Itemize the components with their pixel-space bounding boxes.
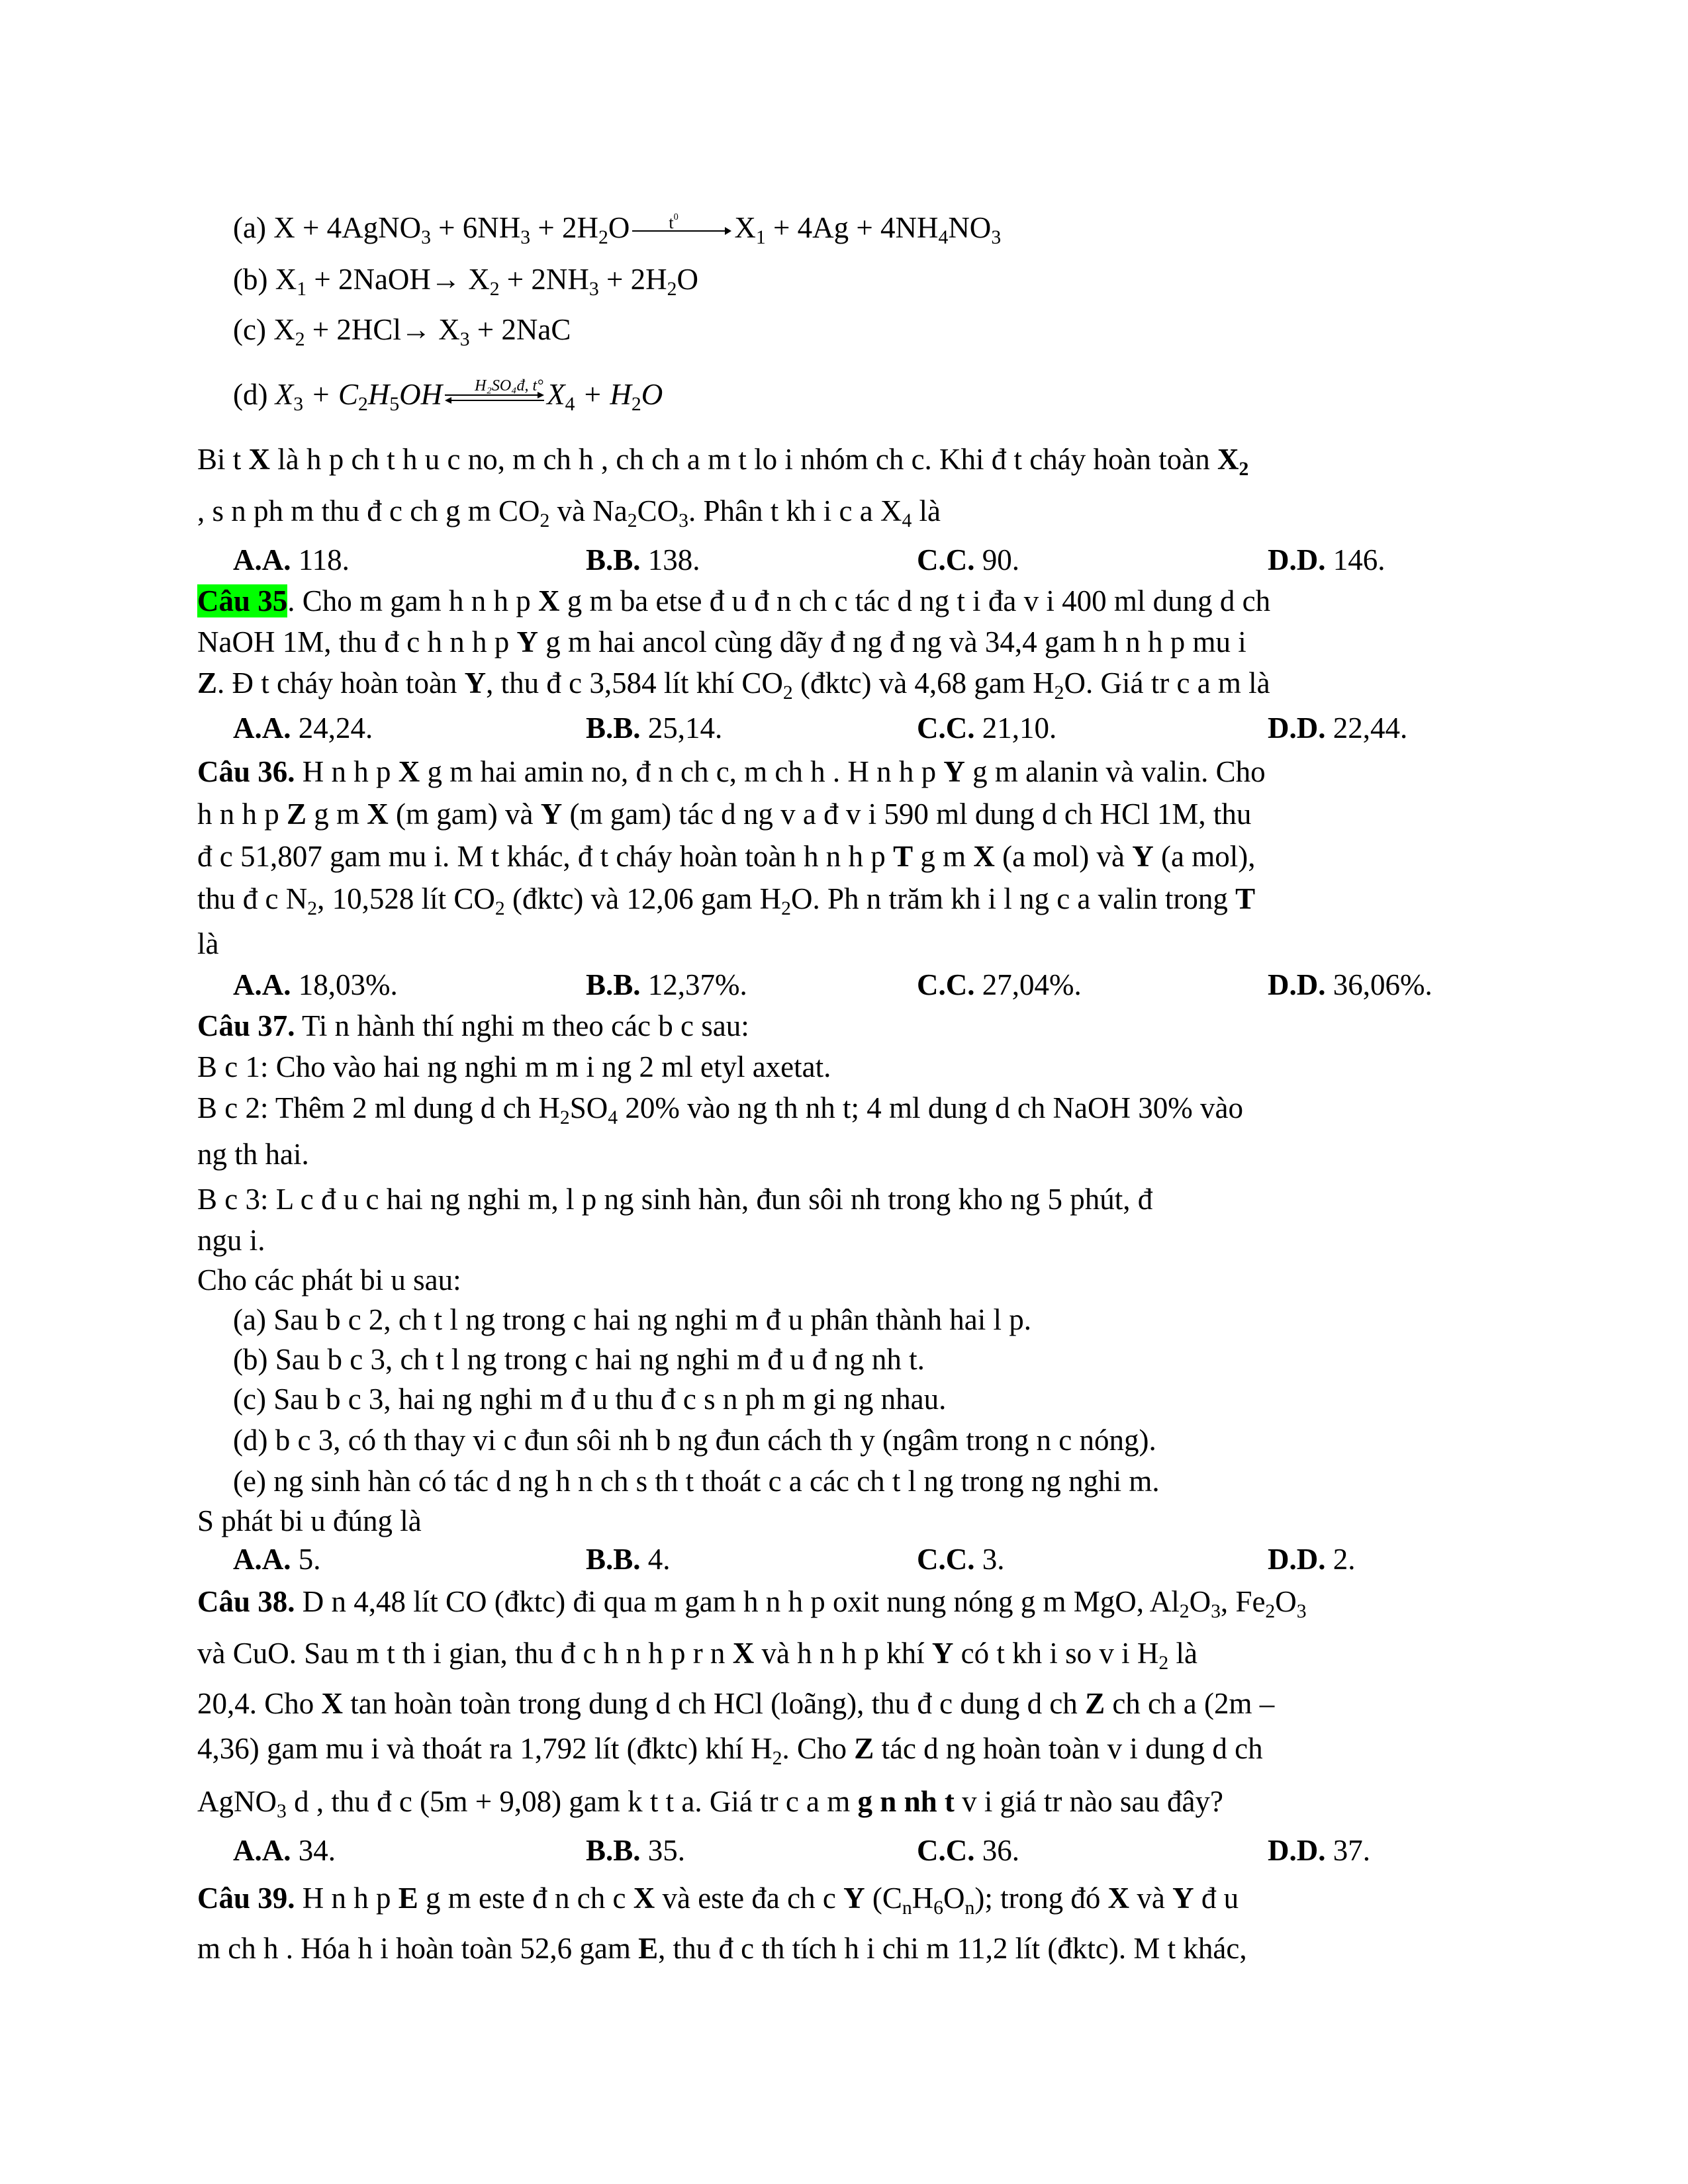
- question-label: Câu 37.: [197, 1009, 295, 1042]
- q37-statements-intro: Cho các phát bi u sau:: [197, 1263, 461, 1297]
- q39-line-1: Câu 39. H n h p E g m este đ n ch c X và este đa ch c Y $(C_nH_6O_n)$; trong đó X và Y đ u: [197, 1882, 1239, 1919]
- q36-line-1: Câu 36. H n h p X g m hai amin no, đ n ch c, m ch h . H n h p Y g m alanin và valin. Cho: [197, 755, 1266, 788]
- q37-step-2: B c 2: Thêm 2 ml dung d ch $H_2SO_4$ 20% vào ng th nh t; 4 ml dung d ch NaOH 30% vào: [197, 1091, 1243, 1128]
- q38-line-2: và CuO. Sau m t th i gian, thu đ c h n h p r n X và h n h p khí Y có t kh i so v i $H_2$ là: [197, 1637, 1197, 1674]
- q39-line-2: m ch h . Hóa h i hoàn toàn 52,6 gam E, thu đ c th tích h i chi m 11,2 lít (đktc). M t khác,: [197, 1932, 1247, 1965]
- q37-statement-e: (e) ng sinh hàn có tác d ng h n ch s th t thoát c a các ch t l ng trong ng nghi m.: [233, 1465, 1160, 1498]
- question-label: Câu 36.: [197, 755, 295, 788]
- q38-line-3: 20,4. Cho X tan hoàn toàn trong dung d ch HCl (loãng), thu đ c dung d ch Z ch ch a (2m –: [197, 1687, 1275, 1720]
- q37-step-2-cont: ng th hai.: [197, 1138, 309, 1171]
- q35-line-2: NaOH 1M, thu đ c h n h p Y g m hai ancol cùng dãy đ ng đ ng và 34,4 gam h n h p mu i: [197, 625, 1246, 659]
- q37-line-1: Câu 37. Ti n hành thí nghi m theo các b c sau:: [197, 1009, 749, 1042]
- q38-line-4: 4,36) gam mu i và thoát ra 1,792 lít (đktc) khí $H_2$. Cho Z tác d ng hoàn toàn v i dung d ch: [197, 1732, 1263, 1769]
- option-a[interactable]: A.A. 18,03%.: [233, 968, 398, 1001]
- q37-statement-c: (c) Sau b c 3, hai ng nghi m đ u thu đ c s n ph m gi ng nhau.: [233, 1383, 947, 1416]
- q37-statement-b: (b) Sau b c 3, ch t l ng trong c hai ng nghi m đ u đ ng nh t.: [233, 1343, 925, 1376]
- option-a[interactable]: A.A. 34.: [233, 1834, 336, 1867]
- reaction-d: (d) $X_3 + C_2H_5OH$ H₂SO₄đ, t° $X_4 + H_2O$: [233, 377, 663, 415]
- question-label: Câu 35: [197, 584, 288, 617]
- reaction-c: (c) $X_2 + 2HCl\to X_3 + 2NaC$: [233, 313, 571, 350]
- question-label: Câu 39.: [197, 1882, 295, 1915]
- option-c[interactable]: C.C. 90.: [917, 543, 1019, 576]
- q36-line-5: là: [197, 927, 219, 960]
- q37-step-3-cont: ngu i.: [197, 1224, 265, 1257]
- option-a[interactable]: A.A. 118.: [233, 543, 350, 576]
- q37-statement-d: (d) b c 3, có th thay vi c đun sôi nh b ng đun cách th y (ngâm trong n c nóng).: [233, 1424, 1156, 1457]
- q37-step-1: B c 1: Cho vào hai ng nghi m m i ng 2 ml etyl axetat.: [197, 1050, 831, 1083]
- option-d[interactable]: D.D. 2.: [1268, 1543, 1356, 1576]
- q36-line-4: thu đ c $N_2$, 10,528 lít $CO_2$ (đktc) và 12,06 gam $H_2O$. Ph n trăm kh i l ng c a valin trong T: [197, 882, 1256, 919]
- q34-line-1: Bi t X là h p ch t h u c no, m ch h , ch ch a m t lo i nhóm ch c. Khi đ t cháy hoàn toàn $X_2$: [197, 443, 1249, 480]
- option-b[interactable]: B.B. 4.: [586, 1543, 671, 1576]
- option-c[interactable]: C.C. 27,04%.: [917, 968, 1082, 1001]
- q35-line-1: Câu 35. Cho m gam h n h p X g m ba etse đ u đ n ch c tác d ng t i đa v i 400 ml dung d ch: [197, 584, 1271, 617]
- option-d[interactable]: D.D. 146.: [1268, 543, 1385, 576]
- option-d[interactable]: D.D. 36,06%.: [1268, 968, 1432, 1001]
- option-a[interactable]: A.A. 5.: [233, 1543, 321, 1576]
- option-c[interactable]: C.C. 21,10.: [917, 711, 1057, 745]
- option-b[interactable]: B.B. 25,14.: [586, 711, 723, 745]
- option-d[interactable]: D.D. 37.: [1268, 1834, 1370, 1867]
- option-b[interactable]: B.B. 138.: [586, 543, 700, 576]
- option-d[interactable]: D.D. 22,44.: [1268, 711, 1408, 745]
- q38-line-1: Câu 38. D n 4,48 lít CO (đktc) đi qua m gam h n h p oxit nung nóng g m MgO, $Al_2O_3$, $Fe_2O_3$: [197, 1585, 1307, 1622]
- question-label: Câu 38.: [197, 1585, 295, 1618]
- q36-line-2: h n h p Z g m X (m gam) và Y (m gam) tác d ng v a đ v i 590 ml dung d ch HCl 1M, thu: [197, 797, 1252, 831]
- q38-line-5: AgNO$_3$ d , thu đ c (5m + 9,08) gam k t t a. Giá tr c a m g n nh t v i giá tr nào sau đây?: [197, 1785, 1223, 1822]
- q34-line-2: , s n ph m thu đ c ch g m $CO_2$ và $Na_2CO_3$. Phân t kh i c a $X_4$ là: [197, 494, 941, 531]
- q35-line-3: Z. Đ t cháy hoàn toàn Y, thu đ c 3,584 lít khí $CO_2$ (đktc) và 4,68 gam $H_2O$. Giá tr c a m là: [197, 666, 1270, 704]
- q37-step-3: B c 3: L c đ u c hai ng nghi m, l p ng sinh hàn, đun sôi nh trong kho ng 5 phút, đ: [197, 1183, 1153, 1216]
- option-c[interactable]: C.C. 3.: [917, 1543, 1005, 1576]
- reaction-a: (a) X + 4AgNO$_3$ + $6NH_3 + 2H_2O$ $t^0$ $X_1 + 4Ag + 4NH_4NO_3$: [233, 211, 1002, 248]
- q36-line-3: đ c 51,807 gam mu i. M t khác, đ t cháy hoàn toàn h n h p T g m X (a mol) và Y (a mol),: [197, 840, 1256, 873]
- option-b[interactable]: B.B. 12,37%.: [586, 968, 747, 1001]
- reaction-arrow: $t^0$: [632, 224, 731, 238]
- q37-statement-a: (a) Sau b c 2, ch t l ng trong c hai ng nghi m đ u phân thành hai l p.: [233, 1303, 1032, 1336]
- option-b[interactable]: B.B. 35.: [586, 1834, 686, 1867]
- reversible-arrow: H₂SO₄đ, t°: [445, 391, 544, 404]
- option-c[interactable]: C.C. 36.: [917, 1834, 1019, 1867]
- option-a[interactable]: A.A. 24,24.: [233, 711, 373, 745]
- q37-prompt: S phát bi u đúng là: [197, 1504, 422, 1537]
- reaction-b: (b) $X_1$ + 2NaOH→ $X_2 + 2NH_3 + 2H_2O$: [233, 263, 698, 300]
